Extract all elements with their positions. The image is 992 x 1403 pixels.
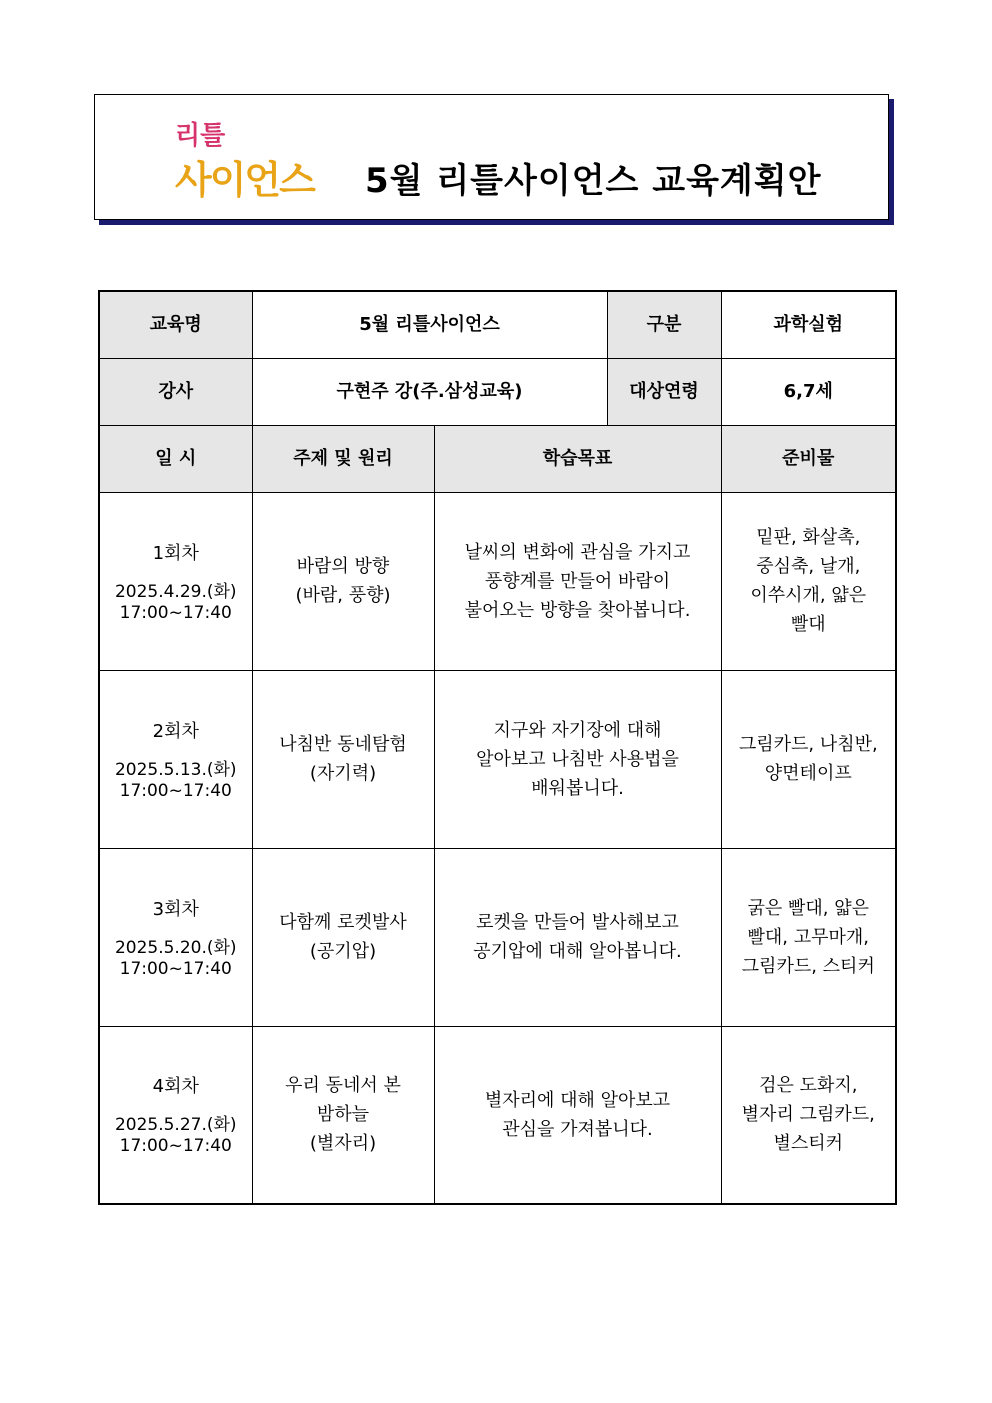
materials-line: 빨대, 고무마개, <box>747 926 870 948</box>
session-date: 2025.4.29.(화) <box>114 581 237 602</box>
goal-line: 로켓을 만들어 발사해보고 <box>476 912 679 933</box>
materials-line: 굵은 빨대, 얇은 <box>747 897 870 919</box>
label-instructor: 강사 <box>99 358 252 425</box>
topic-line: (별자리) <box>309 1133 377 1155</box>
session-time: 17:00~17:40 <box>119 602 232 623</box>
materials-line: 그림카드, 스티커 <box>741 955 875 977</box>
materials-line: 이쑤시개, 얇은 <box>750 585 867 606</box>
logo-text-bottom: 사이언스 <box>175 158 314 202</box>
column-header-row <box>99 425 896 492</box>
label-target-age: 대상연령 <box>607 358 721 425</box>
session-datetime-cell <box>99 1026 252 1204</box>
materials-cell <box>721 1026 896 1204</box>
topic-line: 다함께 로켓발사 <box>279 912 407 933</box>
materials-line: 빨대 <box>790 614 826 635</box>
session-datetime-cell <box>99 848 252 1026</box>
column-header-materials: 준비물 <box>721 425 896 492</box>
topic-line: 밤하늘 <box>316 1104 370 1126</box>
goal-cell <box>434 1026 721 1204</box>
little-science-logo <box>175 115 335 201</box>
session-number: 4회차 <box>152 1076 199 1098</box>
goal-line: 배워봅니다. <box>531 777 624 799</box>
goal-line: 날씨의 변화에 관심을 가지고 <box>464 541 691 563</box>
title-box <box>94 94 889 220</box>
table-row <box>99 492 896 670</box>
table-row <box>99 1026 896 1204</box>
session-time: 17:00~17:40 <box>119 958 232 979</box>
materials-cell <box>721 848 896 1026</box>
materials-line: 양면테이프 <box>764 763 852 784</box>
column-header-goal: 학습목표 <box>434 425 721 492</box>
session-number: 3회차 <box>152 898 199 920</box>
materials-line: 밑판, 화살촉, <box>756 527 861 548</box>
goal-line: 알아보고 나침반 사용법을 <box>476 748 679 770</box>
goal-cell <box>434 848 721 1026</box>
value-target-age: 6,7세 <box>721 358 896 425</box>
topic-line: 우리 동네서 본 <box>285 1075 401 1097</box>
materials-line: 그림카드, 나침반, <box>738 734 878 755</box>
session-date: 2025.5.27.(화) <box>114 1115 237 1136</box>
session-datetime-cell <box>99 670 252 848</box>
session-date: 2025.5.20.(화) <box>114 937 237 958</box>
column-header-datetime: 일 시 <box>99 425 252 492</box>
info-row-instructor <box>99 358 896 425</box>
session-date: 2025.5.13.(화) <box>114 759 237 780</box>
topic-line: (공기압) <box>309 941 377 962</box>
goal-line: 불어오는 방향을 찾아봅니다. <box>464 599 691 621</box>
session-time: 17:00~17:40 <box>119 780 232 801</box>
goal-line: 지구와 자기장에 대해 <box>493 719 662 741</box>
label-education-name: 교육명 <box>99 291 252 358</box>
goal-line: 공기압에 대해 알아봅니다. <box>473 941 682 962</box>
logo-text-top: 리틀 <box>175 121 226 151</box>
session-number: 2회차 <box>152 720 199 742</box>
topic-line: (자기력) <box>309 763 377 784</box>
goal-cell <box>434 670 721 848</box>
materials-cell <box>721 492 896 670</box>
value-education-name: 5월 리틀사이언스 <box>252 291 607 358</box>
session-time: 17:00~17:40 <box>119 1136 232 1157</box>
materials-line: 중심축, 날개, <box>756 556 861 577</box>
table-row <box>99 670 896 848</box>
materials-line: 검은 도화지, <box>759 1075 858 1097</box>
topic-cell <box>252 848 434 1026</box>
label-category: 구분 <box>607 291 721 358</box>
goal-line: 별자리에 대해 알아보고 <box>484 1089 671 1111</box>
goal-line: 관심을 가져봅니다. <box>502 1118 653 1140</box>
topic-cell <box>252 492 434 670</box>
materials-line: 별스티커 <box>773 1133 844 1155</box>
value-instructor: 구현주 강(주.삼성교육) <box>252 358 607 425</box>
session-number: 1회차 <box>152 542 199 564</box>
info-row-name <box>99 291 896 358</box>
topic-line: (바람, 풍향) <box>295 585 391 606</box>
materials-cell <box>721 670 896 848</box>
table-row <box>99 848 896 1026</box>
column-header-topic: 주제 및 원리 <box>252 425 434 492</box>
topic-line: 나침반 동네탐험 <box>279 734 407 755</box>
goal-cell <box>434 492 721 670</box>
goal-line: 풍향계를 만들어 바람이 <box>484 570 671 592</box>
session-datetime-cell <box>99 492 252 670</box>
topic-cell <box>252 670 434 848</box>
education-plan-table <box>98 290 897 1205</box>
topic-line: 바람의 방향 <box>296 556 390 577</box>
topic-cell <box>252 1026 434 1204</box>
page-title: 5월 리틀사이언스 교육계획안 <box>365 161 822 201</box>
materials-line: 별자리 그림카드, <box>741 1104 875 1126</box>
value-category: 과학실험 <box>721 291 896 358</box>
